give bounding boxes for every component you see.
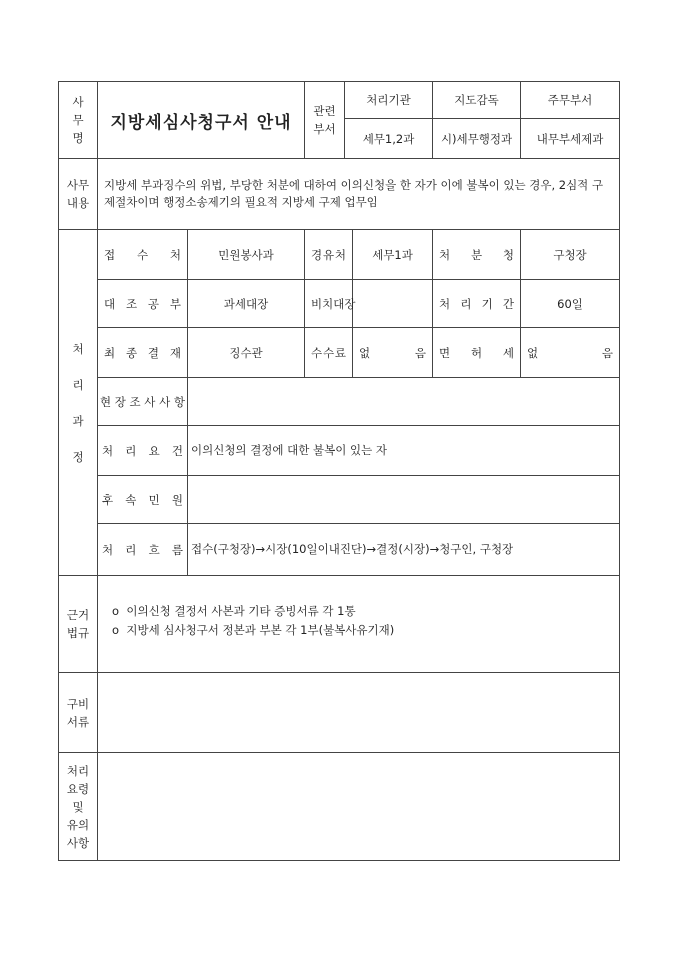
required-docs-value	[98, 673, 620, 753]
reception-value: 민원봉사과	[188, 230, 305, 280]
related-dept-label: 관련 부서	[305, 82, 345, 159]
follow-up-value	[188, 476, 620, 524]
license-tax-label: 면 허 세	[433, 328, 521, 378]
page-title: 지방세심사청구서 안내	[98, 82, 305, 159]
legal-basis-label: 근거 법규	[59, 576, 98, 673]
ledger-value: 과세대장	[188, 280, 305, 328]
fee-value: 없 음	[353, 328, 433, 378]
notes-value	[98, 753, 620, 861]
required-docs-label: 구비 서류	[59, 673, 98, 753]
legal-basis-list	[98, 576, 620, 673]
supervision-header: 지도감독	[433, 82, 521, 119]
ledger-label: 대 조 공 부	[98, 280, 188, 328]
period-label: 처 리 기 간	[433, 280, 521, 328]
processing-agency-value: 세무1,2과	[345, 119, 433, 159]
follow-up-label: 후 속 민 원	[98, 476, 188, 524]
site-survey-value	[188, 378, 620, 426]
license-tax-value: 없 음	[521, 328, 620, 378]
disposal-value: 구청장	[521, 230, 620, 280]
flow-value: 접수(구청장)→시장(10일이내진단)→결정(시장)→청구인, 구청장	[188, 524, 620, 576]
processing-agency-header: 처리기관	[345, 82, 433, 119]
task-content-label: 사무 내용	[59, 159, 98, 230]
final-approval-label: 최 종 결 재	[98, 328, 188, 378]
list-item: o 지방세 심사청구서 정본과 부본 각 1부(불복사유기재)	[112, 621, 613, 640]
requirement-value: 이의신청의 결정에 대한 불복이 있는 자	[188, 426, 620, 476]
final-approval-value: 징수관	[188, 328, 305, 378]
flow-label: 처 리 흐 름	[98, 524, 188, 576]
disposal-label: 처 분 청	[433, 230, 521, 280]
notes-label: 처리 요령 및 유의 사항	[59, 753, 98, 861]
task-content-text: 지방세 부과징수의 위법, 부당한 처분에 대하여 이의신청을 한 자가 이에 불복이 있는 경우, 2심적 구제절차이며 행정소송제기의 필요적 지방세 구제 업무임	[98, 159, 620, 230]
via-label: 경 유 처	[305, 230, 353, 280]
process-label: 처 리 과 정	[59, 230, 98, 576]
list-item: o 이의신청 결정서 사본과 기타 증빙서류 각 1통	[112, 602, 613, 621]
kept-ledger-value	[353, 280, 433, 328]
task-name-label: 사 무 명	[59, 82, 98, 159]
period-value: 60일	[521, 280, 620, 328]
supervision-value: 시)세무행정과	[433, 119, 521, 159]
reception-label: 접 수 처	[98, 230, 188, 280]
responsible-dept-value: 내무부세제과	[521, 119, 620, 159]
fee-label: 수 수 료	[305, 328, 353, 378]
kept-ledger-label: 비 치 대 장	[305, 280, 353, 328]
site-survey-label: 현 장 조 사 사 항	[98, 378, 188, 426]
requirement-label: 처 리 요 건	[98, 426, 188, 476]
via-value: 세무1과	[353, 230, 433, 280]
guide-form	[58, 81, 620, 861]
responsible-dept-header: 주무부서	[521, 82, 620, 119]
